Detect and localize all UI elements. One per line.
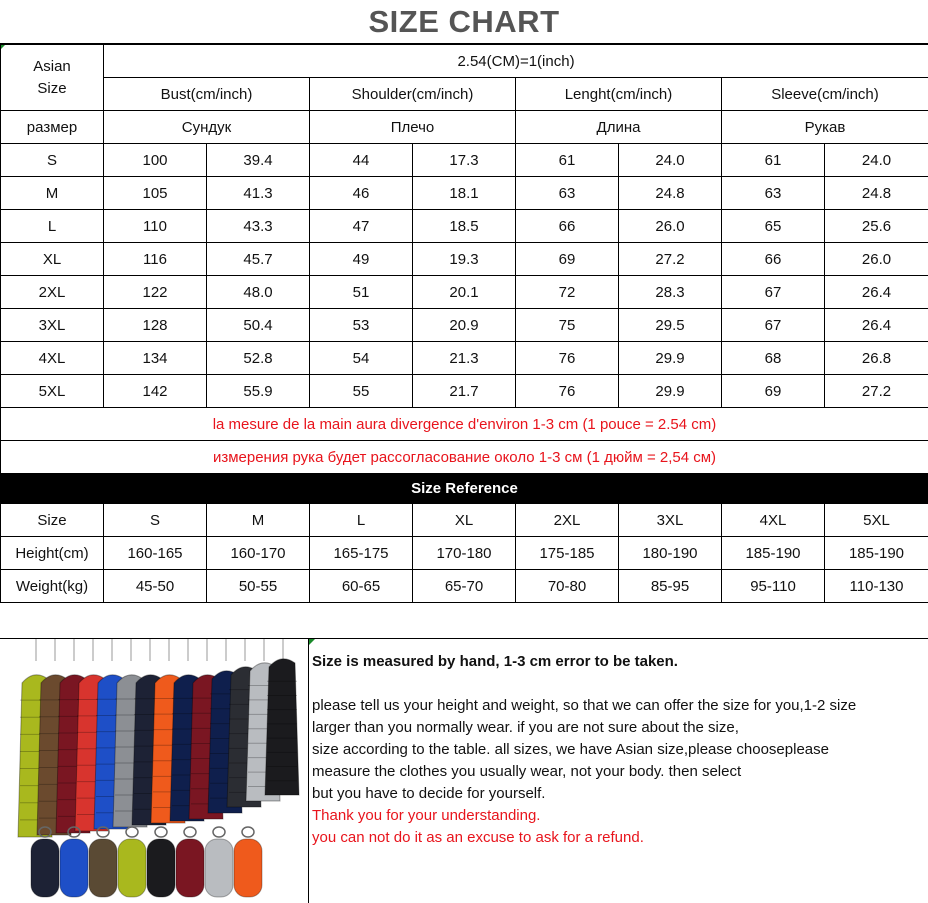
bust-in-cell: 41.3 — [207, 177, 310, 210]
sleeve-in-cell: 26.0 — [825, 243, 928, 276]
reference-height-cell: 185-190 — [722, 537, 825, 570]
shoulder-in-cell: 21.7 — [413, 375, 516, 408]
size-cell: 3XL — [1, 309, 104, 342]
shoulder-in-cell: 17.3 — [413, 144, 516, 177]
bust-in-cell: 52.8 — [207, 342, 310, 375]
jacket — [265, 659, 299, 795]
sleeve-in-cell: 27.2 — [825, 375, 928, 408]
packed-bag — [31, 839, 59, 897]
notes-line: but you have to decide for yourself. — [312, 785, 546, 802]
sleeve-header: Sleeve(cm/inch) — [722, 78, 928, 111]
length-cm-cell: 69 — [516, 243, 619, 276]
reference-size-cell: L — [310, 504, 413, 537]
bust-cm-cell: 105 — [104, 177, 207, 210]
reference-height-label: Height(cm) — [1, 537, 104, 570]
bag-loop — [213, 827, 225, 837]
bust-in-cell: 45.7 — [207, 243, 310, 276]
reference-weight-cell: 50-55 — [207, 570, 310, 603]
corner-mark — [309, 639, 315, 645]
russian-note-row — [1, 441, 928, 474]
reference-weight-cell: 45-50 — [104, 570, 207, 603]
shoulder-cm-cell: 51 — [310, 276, 413, 309]
bust-cm-cell: 110 — [104, 210, 207, 243]
length-cm-cell: 76 — [516, 375, 619, 408]
measurement-rows — [1, 144, 928, 408]
shoulder-cm-cell: 55 — [310, 375, 413, 408]
reference-weight-cell: 110-130 — [825, 570, 928, 603]
size-cell: 2XL — [1, 276, 104, 309]
reference-weight-cell: 65-70 — [413, 570, 516, 603]
bust-cm-cell: 100 — [104, 144, 207, 177]
shoulder-cm-cell: 47 — [310, 210, 413, 243]
notes-headline: Size is measured by hand, 1-3 cm error to be taken. — [312, 653, 678, 670]
reference-height-cell: 160-170 — [207, 537, 310, 570]
notes-red-line: you can not do it as an excuse to ask for a refund. — [312, 829, 644, 846]
bag-loop — [184, 827, 196, 837]
notes-line: please tell us your height and weight, so that we can offer the size for you,1-2 size — [312, 697, 857, 714]
bust-cm-cell: 134 — [104, 342, 207, 375]
reference-height-cell: 175-185 — [516, 537, 619, 570]
length-cm-cell: 66 — [516, 210, 619, 243]
size-reference-bar — [1, 474, 928, 504]
bag-loop — [126, 827, 138, 837]
length-in-cell: 26.0 — [619, 210, 722, 243]
ru-sleeve-header: Рукав — [722, 111, 928, 144]
packed-bag — [147, 839, 175, 897]
sleeve-in-cell: 26.4 — [825, 276, 928, 309]
bust-cm-cell: 122 — [104, 276, 207, 309]
size-cell: L — [1, 210, 104, 243]
russian-note: измерения рука будет рассогласование около 1-3 см (1 дюйм = 2,54 см) — [1, 441, 928, 474]
length-in-cell: 29.9 — [619, 375, 722, 408]
bag-loop — [242, 827, 254, 837]
ru-shoulder-header: Плечо — [310, 111, 516, 144]
table-row — [1, 342, 928, 375]
sleeve-in-cell: 24.8 — [825, 177, 928, 210]
packed-bag — [118, 839, 146, 897]
sleeve-cm-cell: 65 — [722, 210, 825, 243]
length-in-cell: 29.9 — [619, 342, 722, 375]
reference-size-cell: M — [207, 504, 310, 537]
title-bar — [0, 0, 928, 44]
info-section — [0, 638, 928, 903]
sleeve-cm-cell: 61 — [722, 144, 825, 177]
packed-bag — [89, 839, 117, 897]
bust-cm-cell: 116 — [104, 243, 207, 276]
shoulder-cm-cell: 44 — [310, 144, 413, 177]
reference-size-cell: 4XL — [722, 504, 825, 537]
reference-size-cell: S — [104, 504, 207, 537]
shoulder-in-cell: 18.1 — [413, 177, 516, 210]
reference-size-row — [1, 504, 928, 537]
sleeve-cm-cell: 67 — [722, 309, 825, 342]
size-cell: 4XL — [1, 342, 104, 375]
sleeve-cm-cell: 66 — [722, 243, 825, 276]
length-in-cell: 28.3 — [619, 276, 722, 309]
reference-size-cell: XL — [413, 504, 516, 537]
reference-weight-cell: 95-110 — [722, 570, 825, 603]
conversion-row — [1, 45, 928, 78]
size-notes — [312, 651, 924, 849]
reference-weight-cell: 60-65 — [310, 570, 413, 603]
table-row — [1, 375, 928, 408]
ru-bust-header: Сундук — [104, 111, 310, 144]
length-cm-cell: 61 — [516, 144, 619, 177]
sleeve-in-cell: 25.6 — [825, 210, 928, 243]
reference-weight-cell: 70-80 — [516, 570, 619, 603]
packed-bag — [205, 839, 233, 897]
notes-line: measure the clothes you usually wear, not your body. then select — [312, 763, 742, 780]
size-reference-title: Size Reference — [1, 474, 928, 504]
sleeve-in-cell: 26.4 — [825, 309, 928, 342]
table-row — [1, 144, 928, 177]
table-row — [1, 210, 928, 243]
reference-weight-label: Weight(kg) — [1, 570, 104, 603]
shoulder-in-cell: 20.9 — [413, 309, 516, 342]
french-note-row — [1, 408, 928, 441]
length-in-cell: 27.2 — [619, 243, 722, 276]
reference-height-row — [1, 537, 928, 570]
shoulder-in-cell: 21.3 — [413, 342, 516, 375]
length-in-cell: 24.8 — [619, 177, 722, 210]
reference-weight-cell: 85-95 — [619, 570, 722, 603]
shoulder-in-cell: 18.5 — [413, 210, 516, 243]
table-row — [1, 309, 928, 342]
size-cell: XL — [1, 243, 104, 276]
length-cm-cell: 63 — [516, 177, 619, 210]
shoulder-cm-cell: 46 — [310, 177, 413, 210]
length-in-cell: 29.5 — [619, 309, 722, 342]
packed-bag — [60, 839, 88, 897]
bust-in-cell: 55.9 — [207, 375, 310, 408]
bust-in-cell: 43.3 — [207, 210, 310, 243]
asian-size-label: Asian Size — [1, 45, 104, 111]
length-in-cell: 24.0 — [619, 144, 722, 177]
length-cm-cell: 76 — [516, 342, 619, 375]
shoulder-cm-cell: 54 — [310, 342, 413, 375]
reference-weight-row — [1, 570, 928, 603]
russian-header-row — [1, 111, 928, 144]
sleeve-cm-cell: 69 — [722, 375, 825, 408]
notes-line: larger than you normally wear. if you are not sure about the size, — [312, 719, 739, 736]
sleeve-cm-cell: 67 — [722, 276, 825, 309]
table-row — [1, 276, 928, 309]
page-title: SIZE CHART — [368, 3, 560, 39]
reference-height-cell: 170-180 — [413, 537, 516, 570]
shoulder-in-cell: 20.1 — [413, 276, 516, 309]
shoulder-cm-cell: 49 — [310, 243, 413, 276]
jackets-illustration — [0, 639, 308, 903]
size-cell: M — [1, 177, 104, 210]
sleeve-cm-cell: 68 — [722, 342, 825, 375]
header-row — [1, 78, 928, 111]
notes-line: size according to the table. all sizes, we have Asian size,please chooseplease — [312, 741, 829, 758]
reference-height-cell: 180-190 — [619, 537, 722, 570]
reference-height-cell: 185-190 — [825, 537, 928, 570]
size-cell: 5XL — [1, 375, 104, 408]
bust-header: Bust(cm/inch) — [104, 78, 310, 111]
shoulder-header: Shoulder(cm/inch) — [310, 78, 516, 111]
ru-length-header: Длина — [516, 111, 722, 144]
packed-bag — [176, 839, 204, 897]
sleeve-in-cell: 26.8 — [825, 342, 928, 375]
packed-bag — [234, 839, 262, 897]
reference-size-label: Size — [1, 504, 104, 537]
size-cell: S — [1, 144, 104, 177]
shoulder-in-cell: 19.3 — [413, 243, 516, 276]
sleeve-in-cell: 24.0 — [825, 144, 928, 177]
table-row — [1, 243, 928, 276]
length-cm-cell: 72 — [516, 276, 619, 309]
size-chart-table — [0, 44, 928, 603]
reference-height-cell: 160-165 — [104, 537, 207, 570]
table-row — [1, 177, 928, 210]
reference-size-cell: 5XL — [825, 504, 928, 537]
bust-in-cell: 39.4 — [207, 144, 310, 177]
product-photo — [0, 639, 309, 903]
reference-height-cell: 165-175 — [310, 537, 413, 570]
conversion-note: 2.54(CM)=1(inch) — [104, 45, 928, 78]
bust-in-cell: 48.0 — [207, 276, 310, 309]
notes-red-line: Thank you for your understanding. — [312, 807, 541, 824]
length-cm-cell: 75 — [516, 309, 619, 342]
bag-loop — [155, 827, 167, 837]
french-note: la mesure de la main aura divergence d'environ 1-3 cm (1 pouce = 2.54 cm) — [1, 408, 928, 441]
shoulder-cm-cell: 53 — [310, 309, 413, 342]
bust-cm-cell: 128 — [104, 309, 207, 342]
reference-size-cell: 3XL — [619, 504, 722, 537]
ru-size-header: размер — [1, 111, 104, 144]
reference-size-cell: 2XL — [516, 504, 619, 537]
bust-in-cell: 50.4 — [207, 309, 310, 342]
bust-cm-cell: 142 — [104, 375, 207, 408]
length-header: Lenght(cm/inch) — [516, 78, 722, 111]
sleeve-cm-cell: 63 — [722, 177, 825, 210]
